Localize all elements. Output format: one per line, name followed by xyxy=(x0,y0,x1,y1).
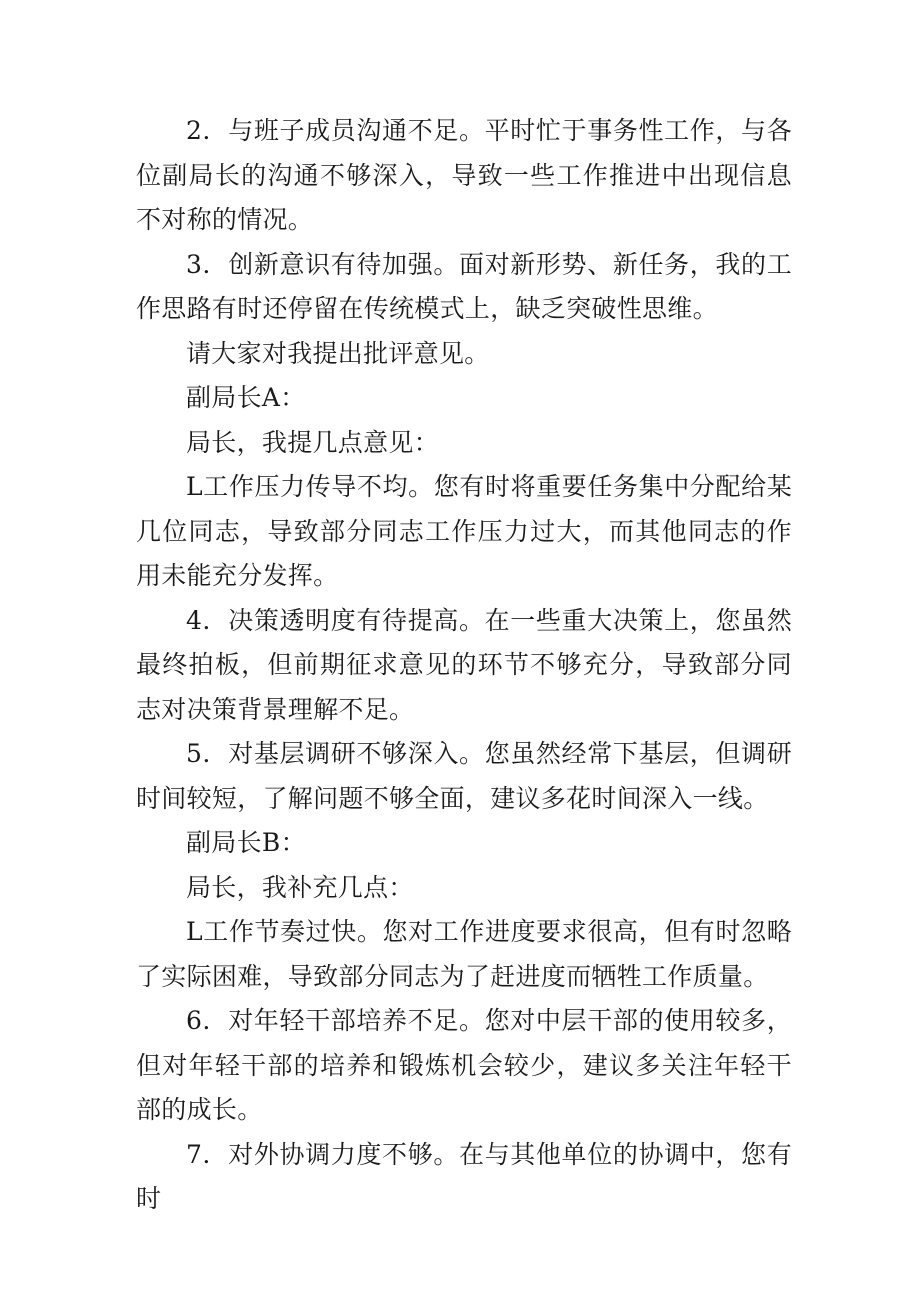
speaker-label-deputy-b: 副局长B： xyxy=(186,828,306,857)
document-body xyxy=(136,109,792,1222)
paragraph-item-pressure: L工作压力传导不均。您有时将重要任务集中分配给某几位同志，导致部分同志工作压力过大，而其他同志的作用未能充分发挥。 xyxy=(136,472,792,590)
paragraph-item-2-communication: 2．与班子成员沟通不足。平时忙于事务性工作，与各位副局长的沟通不够深入，导致一些工作推进中出现信息不对称的情况。 xyxy=(136,116,792,234)
paragraph-item-pace: L工作节奏过快。您对工作进度要求很高，但有时忽略了实际困难，导致部分同志为了赶进度而牺牲工作质量。 xyxy=(136,917,792,991)
paragraph-request-criticism: 请大家对我提出批评意见。 xyxy=(186,338,490,368)
speaker-label-deputy-a: 副局长A： xyxy=(186,383,306,412)
paragraph-item-6-young-cadres: 6．对年轻干部培养不足。您对中层干部的使用较多，但对年轻干部的培养和锻炼机会较少，建议多关注年轻干部的成长。 xyxy=(136,1006,792,1124)
paragraph-deputy-b-intro: 局长，我补充几点： xyxy=(186,872,414,902)
paragraph-item-7-coordination: 7．对外协调力度不够。在与其他单位的协调中，您有时 xyxy=(136,1139,792,1213)
paragraph-item-5-research: 5．对基层调研不够深入。您虽然经常下基层，但调研时间较短，了解问题不够全面，建议多花时间深入一线。 xyxy=(136,739,792,813)
paragraph-item-3-innovation: 3．创新意识有待加强。面对新形势、新任务，我的工作思路有时还停留在传统模式上，缺乏突破性思维。 xyxy=(136,249,792,323)
paragraph-item-4-transparency: 4．决策透明度有待提高。在一些重大决策上，您虽然最终拍板，但前期征求意见的环节不够充分，导致部分同志对决策背景理解不足。 xyxy=(136,605,792,724)
paragraph-deputy-a-intro: 局长，我提几点意见： xyxy=(186,427,440,457)
